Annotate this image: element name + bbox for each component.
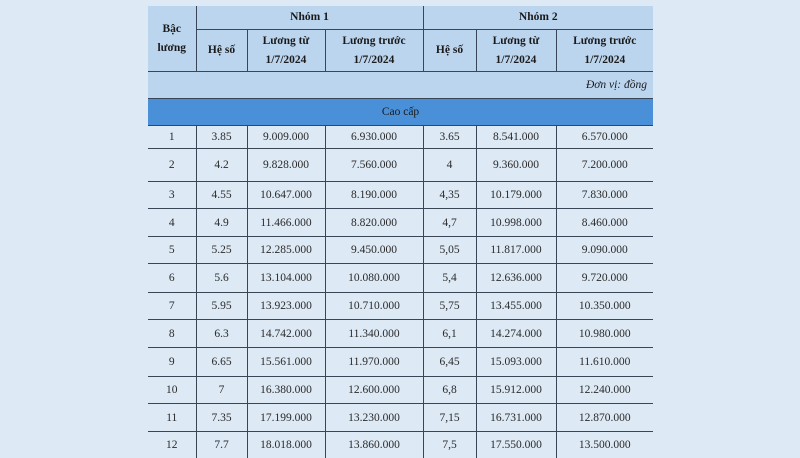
cell-g1-luong-truoc: 8.190.000 [325, 182, 423, 209]
cell-g1-luong-truoc: 8.820.000 [325, 209, 423, 237]
cell-g1-luong-tu: 16.380.000 [247, 377, 325, 404]
cell-g1-luong-tu: 9.828.000 [247, 149, 325, 182]
cell-g1-he-so: 7 [196, 377, 247, 404]
cell-g1-luong-tu: 17.199.000 [247, 404, 325, 432]
cell-g2-luong-tu: 8.541.000 [476, 126, 556, 149]
cell-bac-luong: 4 [148, 209, 196, 237]
salary-table-container [148, 6, 653, 458]
cell-bac-luong: 8 [148, 320, 196, 348]
cell-g1-he-so: 4.9 [196, 209, 247, 237]
cell-g2-luong-truoc: 12.240.000 [556, 377, 653, 404]
cell-g2-luong-truoc: 10.980.000 [556, 320, 653, 348]
cell-bac-luong: 7 [148, 293, 196, 320]
cell-g1-luong-tu: 9.009.000 [247, 126, 325, 149]
cell-g1-he-so: 5.95 [196, 293, 247, 320]
cell-g2-luong-truoc: 8.460.000 [556, 209, 653, 237]
cell-g2-luong-tu: 13.455.000 [476, 293, 556, 320]
cell-g1-luong-tu: 15.561.000 [247, 348, 325, 377]
cell-g2-he-so: 4 [423, 149, 476, 182]
cell-g1-luong-truoc: 10.080.000 [325, 264, 423, 293]
cell-bac-luong: 12 [148, 432, 196, 458]
cell-g2-luong-tu: 16.731.000 [476, 404, 556, 432]
cell-g2-he-so: 4,35 [423, 182, 476, 209]
cell-g1-he-so: 3.85 [196, 126, 247, 149]
cell-g1-luong-truoc: 11.340.000 [325, 320, 423, 348]
table-body [148, 126, 653, 458]
cell-g1-luong-truoc: 6.930.000 [325, 126, 423, 149]
cell-g2-he-so: 7,5 [423, 432, 476, 458]
cell-g1-he-so: 7.7 [196, 432, 247, 458]
table-row [148, 264, 653, 293]
cell-g1-he-so: 4.55 [196, 182, 247, 209]
cell-g1-luong-truoc: 9.450.000 [325, 237, 423, 264]
table-row [148, 377, 653, 404]
cell-g2-luong-truoc: 10.350.000 [556, 293, 653, 320]
table-row [148, 320, 653, 348]
cell-g2-luong-truoc: 7.200.000 [556, 149, 653, 182]
cell-bac-luong: 3 [148, 182, 196, 209]
cell-g2-he-so: 6,8 [423, 377, 476, 404]
cell-g1-he-so: 4.2 [196, 149, 247, 182]
table-row [148, 293, 653, 320]
cell-g2-he-so: 4,7 [423, 209, 476, 237]
cell-g1-luong-tu: 18.018.000 [247, 432, 325, 458]
cell-g2-luong-truoc: 12.870.000 [556, 404, 653, 432]
cell-g2-he-so: 3.65 [423, 126, 476, 149]
cell-g1-luong-truoc: 7.560.000 [325, 149, 423, 182]
cell-bac-luong: 11 [148, 404, 196, 432]
cell-g1-he-so: 5.6 [196, 264, 247, 293]
header-group-2: Nhóm 2 [423, 6, 653, 30]
cell-g2-he-so: 5,75 [423, 293, 476, 320]
cell-g1-he-so: 6.65 [196, 348, 247, 377]
cell-g2-he-so: 6,1 [423, 320, 476, 348]
cell-g2-he-so: 5,4 [423, 264, 476, 293]
header-g2-he-so: Hệ số [423, 30, 476, 72]
cell-g2-luong-tu: 15.912.000 [476, 377, 556, 404]
cell-g2-luong-truoc: 11.610.000 [556, 348, 653, 377]
header-g2-luong-truoc: Lương trước 1/7/2024 [556, 30, 653, 72]
cell-g1-luong-tu: 12.285.000 [247, 237, 325, 264]
cell-g1-he-so: 5.25 [196, 237, 247, 264]
section-title: Cao cấp [148, 99, 653, 126]
cell-g2-he-so: 5,05 [423, 237, 476, 264]
cell-g2-he-so: 6,45 [423, 348, 476, 377]
header-g1-luong-tu: Lương từ 1/7/2024 [247, 30, 325, 72]
header-g1-he-so: Hệ số [196, 30, 247, 72]
table-row [148, 126, 653, 149]
cell-g2-luong-tu: 15.093.000 [476, 348, 556, 377]
table-row [148, 149, 653, 182]
cell-g1-luong-tu: 10.647.000 [247, 182, 325, 209]
cell-g2-luong-tu: 12.636.000 [476, 264, 556, 293]
table-meta [148, 72, 653, 126]
cell-g1-he-so: 7.35 [196, 404, 247, 432]
cell-g2-luong-truoc: 13.500.000 [556, 432, 653, 458]
cell-bac-luong: 1 [148, 126, 196, 149]
cell-g1-he-so: 6.3 [196, 320, 247, 348]
table-row [148, 348, 653, 377]
cell-g1-luong-tu: 11.466.000 [247, 209, 325, 237]
cell-g2-luong-tu: 17.550.000 [476, 432, 556, 458]
table-row [148, 404, 653, 432]
header-g2-luong-tu: Lương từ 1/7/2024 [476, 30, 556, 72]
header-g1-luong-truoc: Lương trước 1/7/2024 [325, 30, 423, 72]
table-row [148, 182, 653, 209]
header-bac-luong: Bậc lương [148, 6, 196, 72]
cell-g1-luong-truoc: 11.970.000 [325, 348, 423, 377]
cell-g1-luong-truoc: 12.600.000 [325, 377, 423, 404]
cell-g2-luong-truoc: 7.830.000 [556, 182, 653, 209]
salary-table [148, 6, 653, 458]
cell-g1-luong-tu: 14.742.000 [247, 320, 325, 348]
cell-g2-luong-truoc: 9.090.000 [556, 237, 653, 264]
table-header [148, 6, 653, 72]
cell-g2-luong-tu: 9.360.000 [476, 149, 556, 182]
table-row [148, 432, 653, 458]
cell-bac-luong: 2 [148, 149, 196, 182]
cell-bac-luong: 5 [148, 237, 196, 264]
cell-bac-luong: 9 [148, 348, 196, 377]
cell-g1-luong-truoc: 13.230.000 [325, 404, 423, 432]
cell-g1-luong-tu: 13.923.000 [247, 293, 325, 320]
cell-g2-luong-tu: 11.817.000 [476, 237, 556, 264]
cell-g2-luong-tu: 10.998.000 [476, 209, 556, 237]
cell-bac-luong: 10 [148, 377, 196, 404]
cell-g2-luong-tu: 14.274.000 [476, 320, 556, 348]
table-row [148, 209, 653, 237]
cell-g2-luong-tu: 10.179.000 [476, 182, 556, 209]
cell-bac-luong: 6 [148, 264, 196, 293]
unit-label: Đơn vị: đồng [148, 72, 653, 99]
header-group-1: Nhóm 1 [196, 6, 423, 30]
cell-g2-he-so: 7,15 [423, 404, 476, 432]
cell-g2-luong-truoc: 9.720.000 [556, 264, 653, 293]
cell-g2-luong-truoc: 6.570.000 [556, 126, 653, 149]
cell-g1-luong-truoc: 10.710.000 [325, 293, 423, 320]
cell-g1-luong-tu: 13.104.000 [247, 264, 325, 293]
cell-g1-luong-truoc: 13.860.000 [325, 432, 423, 458]
table-row [148, 237, 653, 264]
